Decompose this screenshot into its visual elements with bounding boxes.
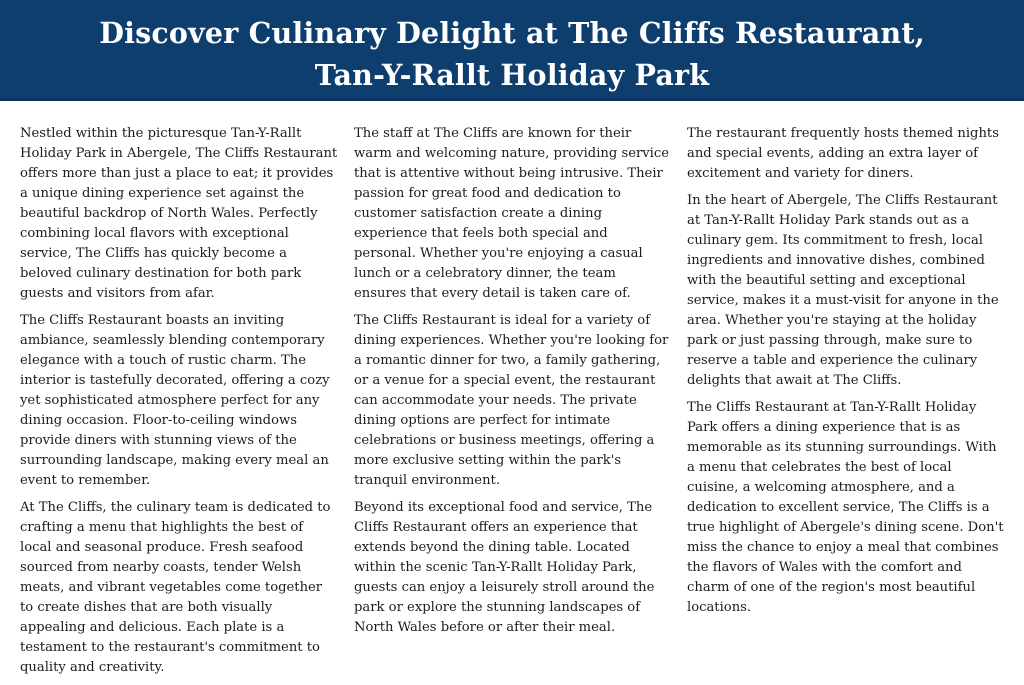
page-title-line-2: Tan-Y-Rallt Holiday Park bbox=[314, 58, 710, 92]
page-title bbox=[0, 0, 1024, 96]
article-paragraph: In the heart of Abergele, The Cliffs Restaurant at Tan-Y-Rallt Holiday Park stands out as a culinary gem. Its commitment to fresh, local ingredients and innovative dishes, combined with the beautiful setting and exceptional service, makes it a must-visit for anyone in the area. Whether you're staying at the holiday park or just passing through, make sure to reserve a table and experience the culinary delights that await at The Cliffs. bbox=[687, 193, 999, 388]
article-paragraph: The Cliffs Restaurant is ideal for a variety of dining experiences. Whether you're looking for a romantic dinner for two, a family gathering, or a venue for a special event, the restaurant can accommodate your needs. The private dining options are perfect for intimate celebrations or business meetings, offering a more exclusive setting within the park's tranquil environment. bbox=[354, 313, 669, 488]
article-column-3 bbox=[687, 124, 1005, 625]
page-title-line-1: Discover Culinary Delight at The Cliffs Restaurant, bbox=[99, 16, 925, 50]
article-paragraph: The restaurant frequently hosts themed nights and special events, adding an extra layer of excitement and variety for diners. bbox=[687, 126, 999, 181]
article-paragraph: The Cliffs Restaurant at Tan-Y-Rallt Holiday Park offers a dining experience that is as memorable as its stunning surroundings. With a menu that celebrates the best of local cuisine, a welcoming atmosphere, and a dedication to excellent service, The Cliffs is a true highlight of Abergele's dining scene. Don't miss the chance to enjoy a meal that combines the flavors of Wales with the comfort and charm of one of the region's most beautiful locations. bbox=[687, 400, 1004, 615]
article-paragraph: Nestled within the picturesque Tan-Y-Rallt Holiday Park in Abergele, The Cliffs Restaurant offers more than just a place to eat; it provides a unique dining experience set against the beautiful backdrop of North Wales. Perfectly combining local flavors with exceptional service, The Cliffs has quickly become a beloved culinary destination for both park guests and visitors from afar. bbox=[20, 126, 338, 301]
page-header bbox=[0, 0, 1024, 101]
article-paragraph: The staff at The Cliffs are known for their warm and welcoming nature, providing service that is attentive without being intrusive. Their passion for great food and dedication to customer satisfaction create a dining experience that feels both special and personal. Whether you're enjoying a casual lunch or a celebratory dinner, the team ensures that every detail is taken care of. bbox=[354, 126, 670, 301]
article-paragraph: Beyond its exceptional food and service, The Cliffs Restaurant offers an experience that extends beyond the dining table. Located within the scenic Tan-Y-Rallt Holiday Park, guests can enjoy a leisurely stroll around the park or explore the stunning landscapes of North Wales before or after their meal. bbox=[354, 500, 655, 635]
article-column-2 bbox=[354, 124, 672, 645]
article-paragraph: The Cliffs Restaurant boasts an inviting ambiance, seamlessly blending contemporary elegance with a touch of rustic charm. The interior is tastefully decorated, offering a cozy yet sophisticated atmosphere perfect for any dining occasion. Floor-to-ceiling windows provide diners with stunning views of the surrounding landscape, making every meal an event to remember. bbox=[20, 313, 330, 488]
article-columns bbox=[0, 124, 1024, 675]
article-paragraph: At The Cliffs, the culinary team is dedicated to crafting a menu that highlights the best of local and seasonal produce. Fresh seafood sourced from nearby coasts, tender Welsh meats, and vibrant vegetables come together to create dishes that are both visually appealing and delicious. Each plate is a testament to the restaurant's commitment to quality and creativity. bbox=[20, 500, 331, 675]
article-column-1 bbox=[20, 124, 338, 685]
